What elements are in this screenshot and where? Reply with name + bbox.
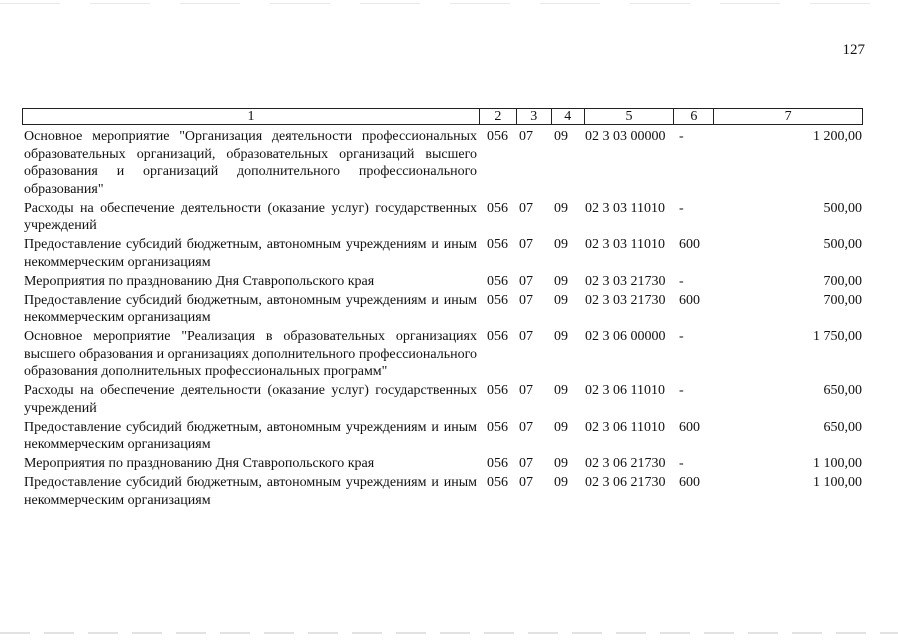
row-subsection: 09 <box>554 129 568 144</box>
row-name: Основное мероприятие "Организация деятельности профессиональных образовательных организаций, образовательных организаций высшего образования и организаций дополнительного профессионального образования" <box>24 129 477 197</box>
row-name: Расходы на обеспечение деятельности (оказание услуг) государственных учреждений <box>24 200 477 234</box>
row-target-article: 02 3 06 11010 <box>585 383 665 399</box>
header-col-7: 7 <box>784 109 792 124</box>
table-row <box>24 328 864 381</box>
row-subsection: 09 <box>554 456 568 472</box>
page-number: 127 <box>842 42 865 58</box>
row-name: Расходы на обеспечение деятельности (оказание услуг) государственных учреждений <box>24 383 477 416</box>
table-row <box>24 200 864 235</box>
budget-table-body <box>24 128 864 510</box>
row-subsection: 09 <box>554 237 568 253</box>
table-row <box>24 382 864 417</box>
row-subsection: 09 <box>554 419 568 435</box>
scan-artifact-top <box>0 3 898 4</box>
header-col-6: 6 <box>674 109 714 124</box>
row-target-article: 02 3 06 11010 <box>585 419 665 435</box>
row-target-article: 02 3 03 21730 <box>585 273 666 289</box>
row-grbs: 056 <box>487 129 508 144</box>
row-expense-type: 600 <box>679 237 700 253</box>
row-name: Мероприятия по празднованию Дня Ставропольского края <box>24 273 375 289</box>
row-subsection: 09 <box>554 200 568 216</box>
header-col-5: 5 <box>585 109 675 124</box>
header-col-1: 1 <box>23 109 480 124</box>
row-grbs: 056 <box>487 200 508 216</box>
row-grbs: 056 <box>487 329 508 345</box>
table-row <box>24 236 864 271</box>
row-grbs: 056 <box>487 419 508 435</box>
row-grbs: 056 <box>487 456 508 472</box>
row-name: Мероприятия по празднованию Дня Ставропольского края <box>24 456 375 472</box>
row-section: 07 <box>519 329 533 345</box>
row-name: Предоставление субсидий бюджетным, автономным учреждениям и иным некоммерческим организациям <box>24 419 477 453</box>
row-expense-type: 600 <box>679 419 700 435</box>
row-subsection: 09 <box>554 292 568 308</box>
row-amount: 1 200,00 <box>813 129 862 144</box>
row-section: 07 <box>519 292 533 308</box>
row-target-article: 02 3 06 21730 <box>585 474 666 490</box>
row-expense-type: - <box>679 129 684 144</box>
table-row <box>24 292 864 327</box>
row-target-article: 02 3 03 11010 <box>585 237 665 253</box>
row-section: 07 <box>519 200 533 216</box>
table-row <box>24 419 864 454</box>
row-grbs: 056 <box>487 237 508 253</box>
row-expense-type: 600 <box>679 292 700 308</box>
table-row <box>24 474 864 509</box>
row-expense-type: - <box>679 200 684 216</box>
row-expense-type: 600 <box>679 474 700 490</box>
row-expense-type: - <box>679 329 684 345</box>
header-col-2: 2 <box>480 109 517 124</box>
table-row <box>24 273 864 291</box>
header-col-3: 3 <box>517 109 552 124</box>
row-name: Предоставление субсидий бюджетным, автономным учреждениям и иным некоммерческим организациям <box>24 474 477 508</box>
row-section: 07 <box>519 474 533 490</box>
row-amount: 1 100,00 <box>813 474 862 490</box>
row-target-article: 02 3 06 21730 <box>585 456 666 472</box>
table-header <box>22 108 863 125</box>
row-target-article: 02 3 03 11010 <box>585 200 665 216</box>
table-row <box>24 128 864 198</box>
row-amount: 1 750,00 <box>813 329 862 345</box>
row-grbs: 056 <box>487 273 508 289</box>
row-target-article: 02 3 03 21730 <box>585 292 666 308</box>
row-amount: 1 100,00 <box>813 456 862 472</box>
row-amount: 650,00 <box>823 419 862 435</box>
scan-artifact-bottom <box>0 632 898 634</box>
row-subsection: 09 <box>554 474 568 490</box>
table-row <box>24 455 864 473</box>
row-name: Предоставление субсидий бюджетным, автономным учреждениям и иным некоммерческим организациям <box>24 237 477 270</box>
row-subsection: 09 <box>554 329 568 345</box>
row-section: 07 <box>519 129 533 144</box>
row-grbs: 056 <box>487 383 508 399</box>
row-expense-type: - <box>679 273 684 289</box>
row-amount: 500,00 <box>823 200 862 216</box>
row-grbs: 056 <box>487 474 508 490</box>
row-section: 07 <box>519 237 533 253</box>
row-subsection: 09 <box>554 383 568 399</box>
row-expense-type: - <box>679 456 684 472</box>
row-section: 07 <box>519 419 533 435</box>
row-amount: 500,00 <box>823 237 862 253</box>
row-section: 07 <box>519 456 533 472</box>
row-grbs: 056 <box>487 292 508 308</box>
row-amount: 700,00 <box>823 273 862 289</box>
row-target-article: 02 3 06 00000 <box>585 329 666 345</box>
row-expense-type: - <box>679 383 684 399</box>
row-section: 07 <box>519 383 533 399</box>
header-col-4: 4 <box>552 109 585 124</box>
row-name: Предоставление субсидий бюджетным, автономным учреждениям и иным некоммерческим организациям <box>24 292 477 326</box>
row-section: 07 <box>519 273 533 289</box>
row-amount: 700,00 <box>823 292 862 308</box>
row-subsection: 09 <box>554 273 568 289</box>
row-name: Основное мероприятие "Реализация в образовательных организациях высшего образования и организациях дополнительного профессионального образования дополнительных профессиональных программ" <box>24 329 477 380</box>
row-amount: 650,00 <box>823 383 862 399</box>
row-target-article: 02 3 03 00000 <box>585 129 666 144</box>
